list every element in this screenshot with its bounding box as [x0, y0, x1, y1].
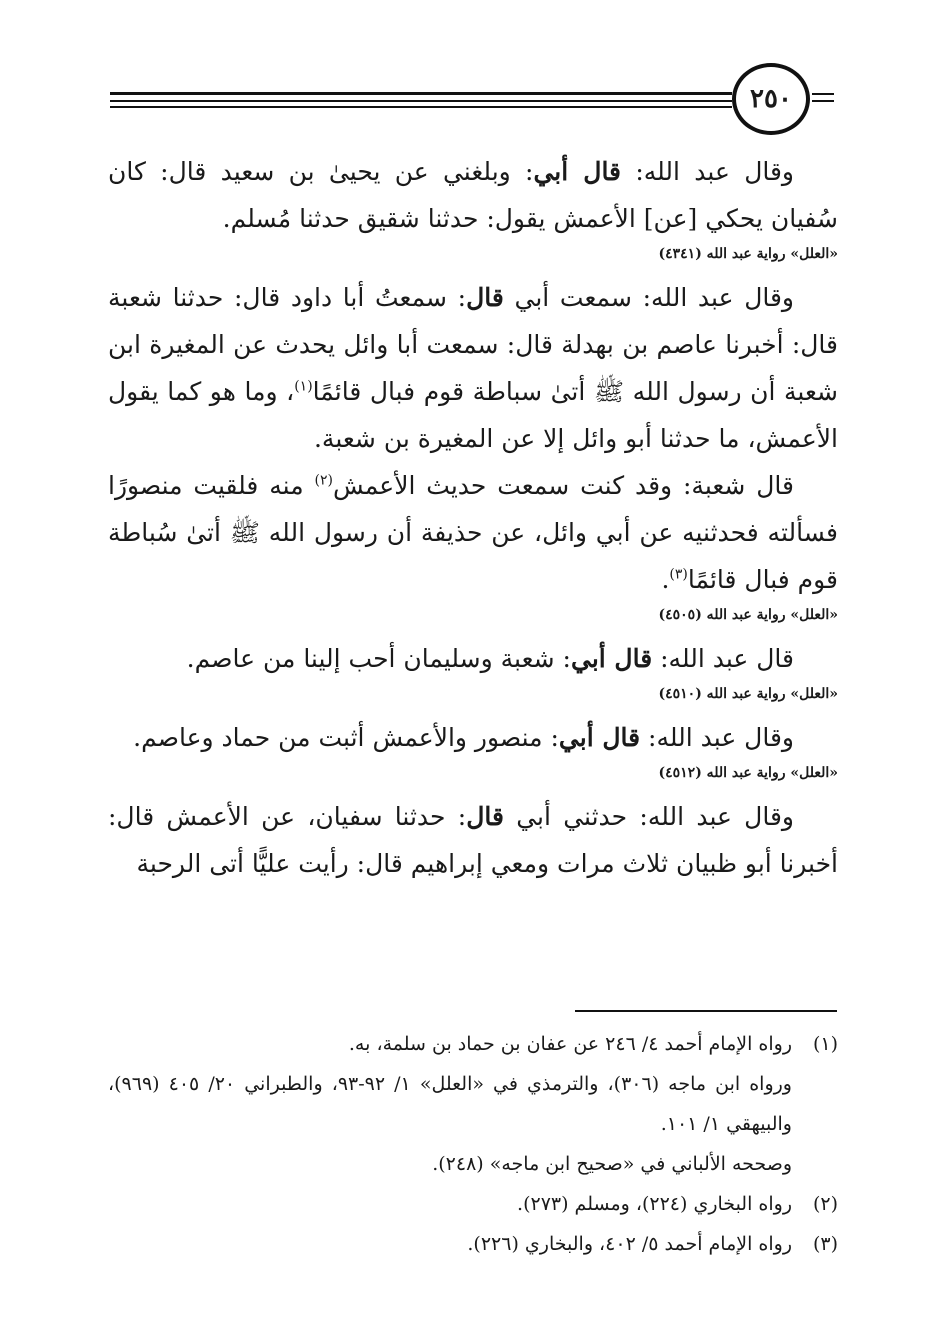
text-run: : سمعتُ أبا داود قال: حدثنا شعبة قال: أخبرنا عاصم بن بهدلة قال: سمعت أبا وائل يحدث عن المغيرة ابن شعبة أن رسول الله ﷺ أتىٰ سباطة قوم فبال قائمًا — [108, 283, 838, 406]
footnote — [108, 1024, 838, 1064]
bold-text: قال أبي — [533, 157, 622, 186]
text-run: قال شعبة: وقد كنت سمعت حديث الأعمش — [332, 471, 794, 500]
footnote-text: وصححه الألباني في «صحيح ابن ماجه» (٢٤٨). — [432, 1153, 792, 1175]
text-run: ، وما هو كما يقول الأعمش، ما حدثنا أبو وائل إلا عن المغيرة بن شعبة. — [108, 377, 838, 453]
footnote-ref[interactable]: (٣) — [669, 566, 688, 583]
footnote-text: رواه البخاري (٢٢٤)، ومسلم (٢٧٣). — [517, 1193, 792, 1215]
bold-text: قال أبي — [570, 644, 653, 673]
text-run: قال عبد الله: — [652, 644, 794, 673]
text-run: منه فلقيت منصورًا فسألته فحدثنيه عن أبي وائل، عن حذيفة أن رسول الله ﷺ أتىٰ سُباطة قوم فبال قائمًا — [108, 471, 838, 594]
paragraph — [108, 793, 838, 887]
text-run: : حدثنا سفيان، عن الأعمش قال: أخبرنا أبو ظبيان ثلاث مرات ومعي إبراهيم قال: رأيت عليًّا أتى الرحبة — [108, 802, 838, 878]
header-rule-right — [812, 93, 834, 95]
footnote-number: (١) — [812, 1033, 838, 1055]
paragraph — [108, 635, 838, 682]
text-run: وقال عبد الله: حدثني أبي — [503, 802, 794, 831]
header-rule — [110, 100, 732, 102]
page-header — [0, 0, 937, 140]
footnote-ref[interactable]: (١) — [294, 378, 313, 395]
text-run: وقال عبد الله: سمعت أبي — [503, 283, 794, 312]
text-run: : وبلغني عن يحيىٰ بن سعيد قال: كان سُفيان يحكي [عن] الأعمش يقول: حدثنا شقيق حدثنا مُسلم. — [108, 157, 838, 233]
footnotes — [108, 1024, 838, 1264]
source-citation: «العلل» رواية عبد الله (٤٣٤١) — [658, 246, 838, 262]
footnote — [108, 1184, 838, 1224]
paragraph — [108, 714, 838, 761]
footnote — [108, 1144, 838, 1184]
source-citation: «العلل» رواية عبد الله (٤٥١٠) — [658, 686, 838, 702]
paragraph — [108, 462, 838, 603]
header-rule — [110, 92, 732, 95]
footnote-text: رواه الإمام أحمد ٥/ ٤٠٢، والبخاري (٢٢٦). — [467, 1233, 792, 1255]
page-number: ٢٥٠ — [732, 63, 810, 135]
footnote-ref[interactable]: (٢) — [314, 472, 333, 489]
source-citation: «العلل» رواية عبد الله (٤٥٠٥) — [658, 607, 838, 623]
footnote-number: (٣) — [812, 1233, 838, 1255]
header-rule-right — [812, 100, 834, 102]
text-run: . — [661, 565, 670, 594]
footnote-text: رواه الإمام أحمد ٤/ ٢٤٦ عن عفان بن حماد بن سلمة، به. — [348, 1033, 792, 1055]
footnote — [108, 1064, 838, 1144]
bold-text: قال أبي — [558, 723, 641, 752]
footnote-text: ورواه ابن ماجه (٣٠٦)، والترمذي في «العلل» ١/ ٩٢-٩٣، والطبراني ٢٠/ ٤٠٥ (٩٦٩)، والبيهقي ١/ ١٠١. — [108, 1073, 792, 1135]
bold-text: قال — [466, 283, 504, 312]
footnote-separator — [575, 1010, 837, 1012]
footnote-number: (٢) — [812, 1193, 838, 1215]
text-run: وقال عبد الله: — [640, 723, 794, 752]
paragraph — [108, 274, 838, 462]
text-run: وقال عبد الله: — [621, 157, 794, 186]
bold-text: قال — [466, 802, 504, 831]
text-run: : منصور والأعمش أثبت من حماد وعاصم. — [133, 723, 559, 752]
paragraph — [108, 148, 838, 242]
source-citation: «العلل» رواية عبد الله (٤٥١٢) — [658, 765, 838, 781]
main-text — [108, 148, 838, 887]
footnote — [108, 1224, 838, 1264]
text-run: : شعبة وسليمان أحب إلينا من عاصم. — [186, 644, 571, 673]
header-rule — [110, 106, 732, 108]
